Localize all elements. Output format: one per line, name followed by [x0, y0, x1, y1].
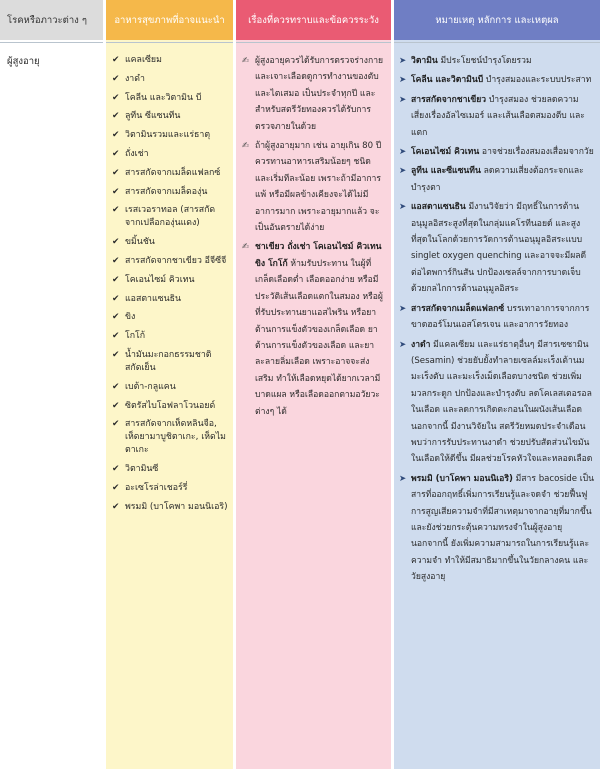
reason-item — [399, 301, 595, 334]
header-reasons: หมายเหตุ หลักการ และเหตุผล — [394, 0, 600, 40]
caution-list — [236, 48, 391, 769]
reason-item — [399, 92, 595, 141]
food-item — [112, 349, 229, 375]
food-item — [112, 92, 229, 105]
body-text: มีสาร bacoside เป็นสารที่ออกฤทธิ์เพิ่มการเรียนรู้และจดจำ ช่วยฟื้นฟูการสูญเสียความจำที่มีสาเหตุมาจากอายุที่มากขึ้น และยังช่วยกระตุ้นความทรงจำในผู้สูงอายุ นอกจากนี้ ยังเพิ่มความสามารถในการเรียนรู้และความจำ ทำให้มีสมาธิมากขึ้นในวัยกลางคน และวัยสูงอายุ — [411, 473, 594, 583]
checkmark-icon: ✔ — [112, 349, 120, 360]
food-label: งาดำ — [125, 73, 145, 84]
body-text: บำรุงสมองและระบบประสาท — [483, 75, 592, 86]
food-item — [112, 148, 229, 161]
reason-item — [399, 144, 595, 160]
food-label: ซิตรัสไบโอฟลาโวนอยด์ — [125, 400, 216, 411]
checkmark-icon: ✔ — [112, 130, 120, 141]
checkmark-icon: ✔ — [112, 482, 120, 493]
checkmark-icon: ✔ — [112, 55, 120, 65]
food-item — [112, 110, 229, 123]
reason-item — [399, 199, 595, 297]
food-label: อะเซโรล่าเชอร์รี่ — [125, 482, 188, 493]
header-cautions: เรื่องที่ควรทราบและข้อควรระวัง — [236, 0, 391, 40]
reason-list — [394, 48, 600, 769]
pencil-icon: ✍ — [242, 141, 250, 152]
arrow-bullet-icon: ➤ — [399, 94, 407, 105]
food-label: ขมิ้นชัน — [125, 237, 155, 248]
body-text: มีแคลเซียม และแร่ธาตุอื่นๆ มีสารเซซามิน (Sesamin) ช่วยยับยั้งทำลายเซลล์มะเร็งเต้านม มะเร็งตับ และมะเร็งเม็ดเลือดบางชนิด ช่วยเพิ่มมวลกระดูก ปกป้องและบำรุงตับ ลดโคเลสเตอรอลในเลือด และลดการเกิดตะกอนในผนังเส้นเลือด นอกจากนี้ มีงานวิจัยใน สตรีวัยหมดประจำเดือน พบว่าการรับประทานงาดำ ช่วยปรับสัดส่วนไขมันในเลือดให้ดีขึ้น มีผลช่วยโรคหัวใจและหลอดเลือด — [411, 339, 593, 465]
checkmark-icon: ✔ — [112, 186, 120, 197]
food-label: วิตามินรวมและแร่ธาตุ — [125, 130, 211, 141]
food-item — [112, 204, 229, 230]
column-foods — [106, 0, 233, 769]
food-label: วิตามินซี — [125, 464, 159, 475]
food-label: โคลีน และวิตามิน บี — [125, 92, 202, 103]
arrow-bullet-icon: ➤ — [399, 202, 407, 213]
checkmark-icon: ✔ — [112, 73, 120, 84]
food-item — [112, 73, 229, 86]
pencil-icon: ✍ — [242, 56, 250, 66]
header-foods: อาหารสุขภาพที่อาจแนะนำ — [106, 0, 233, 40]
column-reasons — [394, 0, 600, 769]
body-text: ห้ามรับประทาน ในผู้ที่เกล็ดเลือดต่ำ เลือดออกง่าย หรือมีประวัติเส้นเลือดแตกในสมอง หรือผู้ที่รับประทานยาแอสไพริน หรือยาต้านการแข็งตัวของเกล็ดเลือด ยาต้านการแข็งตัวของเลือด และยาละลายลิ่มเลือด เพราะอาจจะส่งเสริม ทำให้เลือดหยุดได้ยากเวลามีบาดแผล หรือเลือดออกตามอวัยวะต่างๆ ได้ — [255, 258, 383, 417]
food-item — [112, 129, 229, 142]
food-label: พรมมิ (บาโคพา มอนนิเอริ) — [125, 501, 228, 512]
emphasis-text: วิตามิน — [411, 56, 438, 66]
caution-item — [242, 239, 386, 419]
food-label: ถั่งเช่า — [125, 148, 149, 159]
food-label: สารสกัดจากเห็ดหลินจือ, เห็ดยามาบูชิตาเกะ, เห็ดไมตาเกะ — [125, 419, 226, 456]
food-label: สารสกัดจากเมล็ดแฟลกซ์ — [125, 167, 221, 178]
arrow-bullet-icon: ➤ — [399, 147, 407, 158]
checkmark-icon: ✔ — [112, 381, 120, 392]
divider — [106, 42, 233, 43]
emphasis-text: แอสตาแซนธิน — [411, 202, 466, 213]
emphasis-text: สารสกัดจากชาเขียว — [411, 94, 487, 105]
emphasis-text: โคเอนไซม์ คิวเทน — [411, 147, 480, 158]
food-item — [112, 255, 229, 268]
food-item — [112, 186, 229, 199]
checkmark-icon: ✔ — [112, 148, 120, 159]
checkmark-icon: ✔ — [112, 255, 120, 266]
food-item — [112, 274, 229, 287]
divider — [0, 42, 103, 43]
arrow-bullet-icon: ➤ — [399, 56, 407, 66]
checkmark-icon: ✔ — [112, 167, 120, 178]
emphasis-text: พรมมิ (บาโคพา มอนนิเอริ) — [411, 473, 513, 484]
food-label: โกโก้ — [125, 331, 146, 342]
arrow-bullet-icon: ➤ — [399, 339, 407, 350]
checkmark-icon: ✔ — [112, 400, 120, 411]
checkmark-icon: ✔ — [112, 312, 120, 323]
body-text: อาจช่วยเรื่องสมองเสื่อมจากวัย — [479, 147, 594, 158]
food-label: แคลเซียม — [125, 55, 162, 65]
food-label: เรสเวอราทอล (สารสกัดจากเปลือกองุ่นแดง) — [125, 205, 216, 229]
food-label: ขิง — [125, 312, 136, 323]
condition-label: ผู้สูงอายุ — [7, 56, 40, 67]
checkmark-icon: ✔ — [112, 331, 120, 342]
food-item — [112, 463, 229, 476]
emphasis-text: โคลีน และวิตามินบี — [411, 75, 484, 86]
reason-item — [399, 72, 595, 88]
body-text: ผู้สูงอายุควรได้รับการตรวจร่างกายและเจาะเลือดดูการทำงานของตับและไตเสมอ เป็นประจำทุกปี และสำหรับสตรีวัยทองควรได้รับการตรวจภายในด้วย — [255, 56, 384, 132]
food-item — [112, 330, 229, 343]
food-item — [112, 167, 229, 180]
food-item — [112, 400, 229, 413]
divider — [236, 42, 391, 43]
food-item — [112, 482, 229, 495]
arrow-bullet-icon: ➤ — [399, 166, 407, 177]
food-label: สารสกัดจากเมล็ดองุ่น — [125, 186, 208, 197]
food-label: น้ำมันมะกอกธรรมชาติ สกัดเย็น — [125, 349, 212, 373]
body-text: ถ้าผู้สูงอายุมาก เช่น อายุเกิน 80 ปี ควรทานอาหารเสริมน้อยๆ ชนิดและเริ่มทีละน้อย เพราะถ้ามีอาการแพ้ หรือมีผลข้างเคียงจะได้ไม่มีอาการมาก เพราะอายุมากแล้ว จะเป็นอันตรายได้ง่าย — [255, 141, 382, 234]
checkmark-icon: ✔ — [112, 293, 120, 304]
header-condition: โรคหรือภาวะต่าง ๆ — [0, 0, 103, 40]
food-label: แอสตาแซนธิน — [125, 293, 182, 304]
caution-item — [242, 138, 386, 236]
checkmark-icon: ✔ — [112, 205, 120, 216]
food-list — [112, 54, 229, 514]
food-item — [112, 501, 229, 514]
emphasis-text: ชาเขียว ถั่งเช่า โคเอนไซม์ คิวเทน ขิง โกโก้ — [255, 242, 382, 269]
caution-item — [242, 53, 386, 135]
checkmark-icon: ✔ — [112, 501, 120, 512]
reason-item — [399, 471, 595, 586]
pencil-icon: ✍ — [242, 242, 250, 253]
emphasis-text: สารสกัดจากเมล็ดแฟลกซ์ — [411, 303, 505, 314]
food-item — [112, 381, 229, 394]
column-cautions — [236, 0, 391, 769]
reason-item — [399, 53, 595, 69]
food-label: เบต้า-กลูแคน — [125, 381, 176, 392]
food-item — [112, 54, 229, 67]
body-text: บรรเทาอาการจากการขาดฮอร์โมนเอสโตรเจน และอาการวัยทอง — [411, 303, 590, 331]
checkmark-icon: ✔ — [112, 111, 120, 122]
food-label: โคเอนไซม์ คิวเทน — [125, 274, 195, 285]
food-item — [112, 418, 229, 457]
body-text: มีประโยชน์บำรุงโดยรวม — [437, 56, 532, 66]
arrow-bullet-icon: ➤ — [399, 75, 407, 86]
food-item — [112, 311, 229, 324]
emphasis-text: ลูทีน และซีแซนทีน — [411, 166, 481, 177]
checkmark-icon: ✔ — [112, 92, 120, 103]
checkmark-icon: ✔ — [112, 237, 120, 248]
checkmark-icon: ✔ — [112, 419, 120, 430]
column-condition — [0, 0, 103, 769]
reason-item — [399, 163, 595, 196]
emphasis-text: งาดำ — [411, 339, 431, 350]
food-item — [112, 236, 229, 249]
divider — [394, 42, 600, 43]
body-text: มีงานวิจัยว่า มีฤทธิ์ในการต้านอนุมูลอิสระสูงที่สุดในกลุ่มแคโรทีนอยด์ และสูงที่สุดในโลกด้วยการวัดการต้านอนุมูลอิสระแบบ singlet oxygen quenching และอาจจะมีผลดีต่อไตพการ์กินสัน ปกป้องเซลล์จากการบาดเจ็บด้วยกลไกการต้านอนุมูลอิสระ — [411, 202, 587, 295]
food-label: สารสกัดจากชาเขียว อีจีซีจี — [125, 255, 227, 266]
body-text: บำรุงสมอง ช่วยลดความเสี่ยงเรื่องอัลไซเมอร์ และเส้นเลือดสมองตีบ และแตก — [411, 94, 585, 138]
checkmark-icon: ✔ — [112, 464, 120, 475]
checkmark-icon: ✔ — [112, 274, 120, 285]
arrow-bullet-icon: ➤ — [399, 303, 407, 314]
food-label: ลูทีน ซีแซนทีน — [125, 111, 181, 122]
reason-item — [399, 337, 595, 468]
food-item — [112, 293, 229, 306]
arrow-bullet-icon: ➤ — [399, 473, 407, 484]
body-text: ลดความเสี่ยงต้อกระจกและบำรุงตา — [411, 166, 584, 193]
